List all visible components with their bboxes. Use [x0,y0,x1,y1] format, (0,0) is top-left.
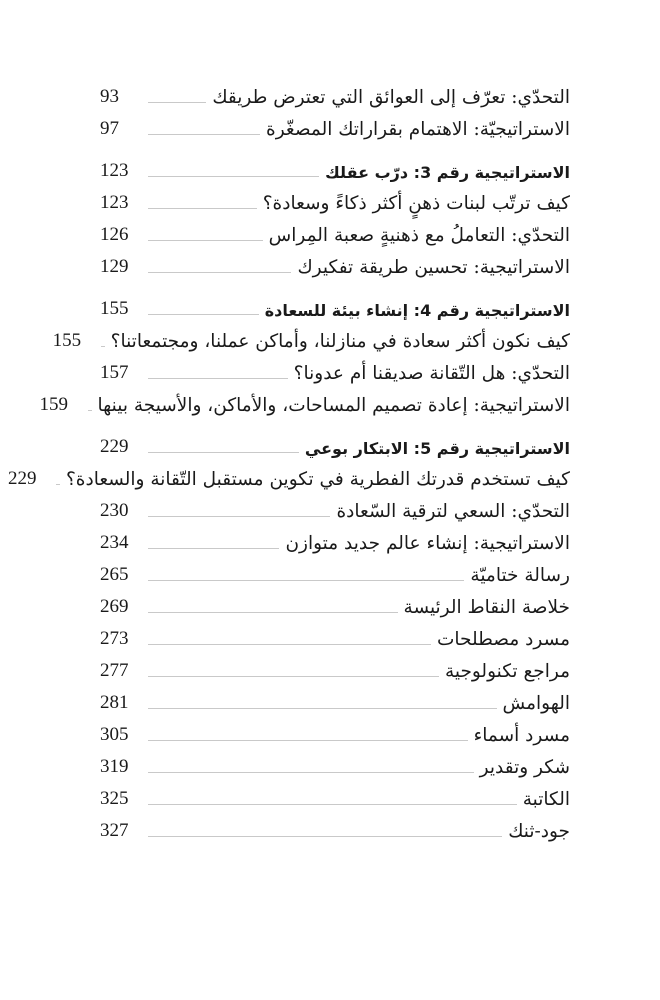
toc-leader-line [148,378,288,379]
toc-page-number: 265 [100,564,129,586]
toc-heading-strategy-4 [100,292,570,324]
toc-entry-author [100,782,570,814]
toc-entry-title: خلاصة النقاط الرئيسة [403,596,570,618]
toc-entry-title: رسالة ختاميّة [470,564,570,586]
toc-entry-title: كيف نكون أكثر سعادة في منازلنا، وأماكن عملنا، ومجتمعاتنا؟ [110,330,570,352]
toc-page-number: 123 [100,160,129,182]
toc-leader-line [148,314,259,315]
toc-entry-title: التحدّي: هل التّقانة صديقنا أم عدونا؟ [293,362,570,384]
toc-leader-line [148,804,517,805]
toc-heading-title: الاستراتيجية رقم 3: درّب عقلك [325,163,570,182]
toc-leader-line [148,272,291,273]
toc-entry-strategy-thinking [100,250,570,282]
toc-entry-strategy-redesign-spaces [39,388,570,420]
toc-heading-title: الاستراتيجية رقم 5: الابتكار بوعي [304,439,570,458]
toc-page-number: 155 [52,330,82,352]
toc-page-number: 157 [100,362,129,384]
toc-page-number: 230 [100,500,129,522]
toc-entry-title: التحدّي: تعرّف إلى العوائق التي تعترض طريقك [212,86,570,108]
toc-page-number: 269 [100,596,129,618]
toc-page-number: 159 [39,394,68,416]
toc-page-number: 126 [100,224,129,246]
table-of-contents [7,80,570,846]
toc-entry-title: الاستراتيجيّة: الاهتمام بقراراتك المصغّرة [266,118,570,140]
toc-page-number: 325 [100,788,129,810]
toc-entry-footnotes [100,686,570,718]
toc-entry-strategy-micro-decisions [100,112,570,144]
toc-page-number: 327 [100,820,129,842]
toc-leader-line [148,708,497,709]
toc-page-number: 281 [100,692,129,714]
toc-entry-smarter-mind [100,186,570,218]
toc-entry-title: كيف تستخدم قدرتك الفطرية في تكوين مستقبل التّقانة والسعادة؟ [65,468,570,490]
toc-leader-line [148,836,502,837]
toc-page-number: 129 [100,256,129,278]
toc-entry-title: الاستراتيجية: تحسين طريقة تفكيرك [297,256,570,278]
toc-entry-title: كيف ترتّب لبنات ذهنٍ أكثر ذكاءً وسعادة؟ [262,192,570,214]
toc-page-number: 273 [100,628,129,650]
toc-entry-strategy-new-world [100,526,570,558]
toc-leader-line [56,484,60,485]
toc-entry-title: مسرد مصطلحات [437,628,570,650]
toc-leader-line [148,772,474,773]
toc-leader-line [148,240,263,241]
toc-heading-strategy-5 [100,430,570,462]
toc-entry-name-index [100,718,570,750]
toc-leader-line [148,208,257,209]
toc-page-number: 319 [100,756,129,778]
toc-page-number: 234 [100,532,129,554]
toc-entry-goodthink [100,814,570,846]
toc-page-number: 229 [7,468,37,490]
toc-leader-line [148,176,319,177]
toc-entry-innate-ability [7,462,570,494]
toc-entry-tech-references [100,654,570,686]
toc-leader-line [148,644,431,645]
toc-leader-line [148,612,398,613]
toc-entry-title: الهوامش [502,692,570,714]
toc-leader-line [148,548,279,549]
toc-leader-line [148,740,468,741]
toc-page-number: 93 [100,86,119,108]
toc-entry-title: الكاتبة [522,788,570,810]
toc-leader-line [148,134,260,135]
toc-entry-title: التحدّي: السعي لترقية السّعادة [336,500,570,522]
toc-leader-line [88,410,92,411]
toc-entry-title: التحدّي: التعاملُ مع ذهنيةٍ صعبة المِراس [268,224,570,246]
toc-leader-line [101,346,105,347]
toc-entry-challenge-difficult-mindset [100,218,570,250]
toc-page-number: 123 [100,192,129,214]
toc-leader-line [148,580,464,581]
toc-page-number: 305 [100,724,129,746]
toc-leader-line [148,516,330,517]
toc-page-number: 229 [100,436,129,458]
toc-entry-title: مراجع تكنولوجية [444,660,570,682]
toc-entry-glossary [100,622,570,654]
toc-leader-line [148,676,439,677]
toc-page-number: 277 [100,660,129,682]
toc-entry-title: الاستراتيجية: إنشاء عالم جديد متوازن [285,532,570,554]
toc-heading-strategy-3 [100,154,570,186]
toc-entry-title: جود-ثنك [508,820,570,842]
toc-leader-line [148,452,299,453]
toc-entry-challenge-upgrade-happiness [100,494,570,526]
toc-entry-closing-letter [100,558,570,590]
toc-entry-challenge-technology [100,356,570,388]
toc-page-number: 97 [100,118,119,140]
toc-entry-title: شكر وتقدير [479,756,570,778]
toc-entry-challenge-obstacles [100,80,570,112]
toc-page-number: 155 [100,298,129,320]
toc-entry-acknowledgements [100,750,570,782]
toc-entry-title: الاستراتيجية: إعادة تصميم المساحات، والأماكن، والأسيجة بينها [97,394,570,416]
toc-entry-happier-places [52,324,570,356]
toc-entry-title: مسرد أسماء [473,724,570,746]
toc-entry-key-points [100,590,570,622]
toc-leader-line [148,102,206,103]
toc-heading-title: الاستراتيجية رقم 4: إنشاء بيئة للسعادة [264,301,570,320]
